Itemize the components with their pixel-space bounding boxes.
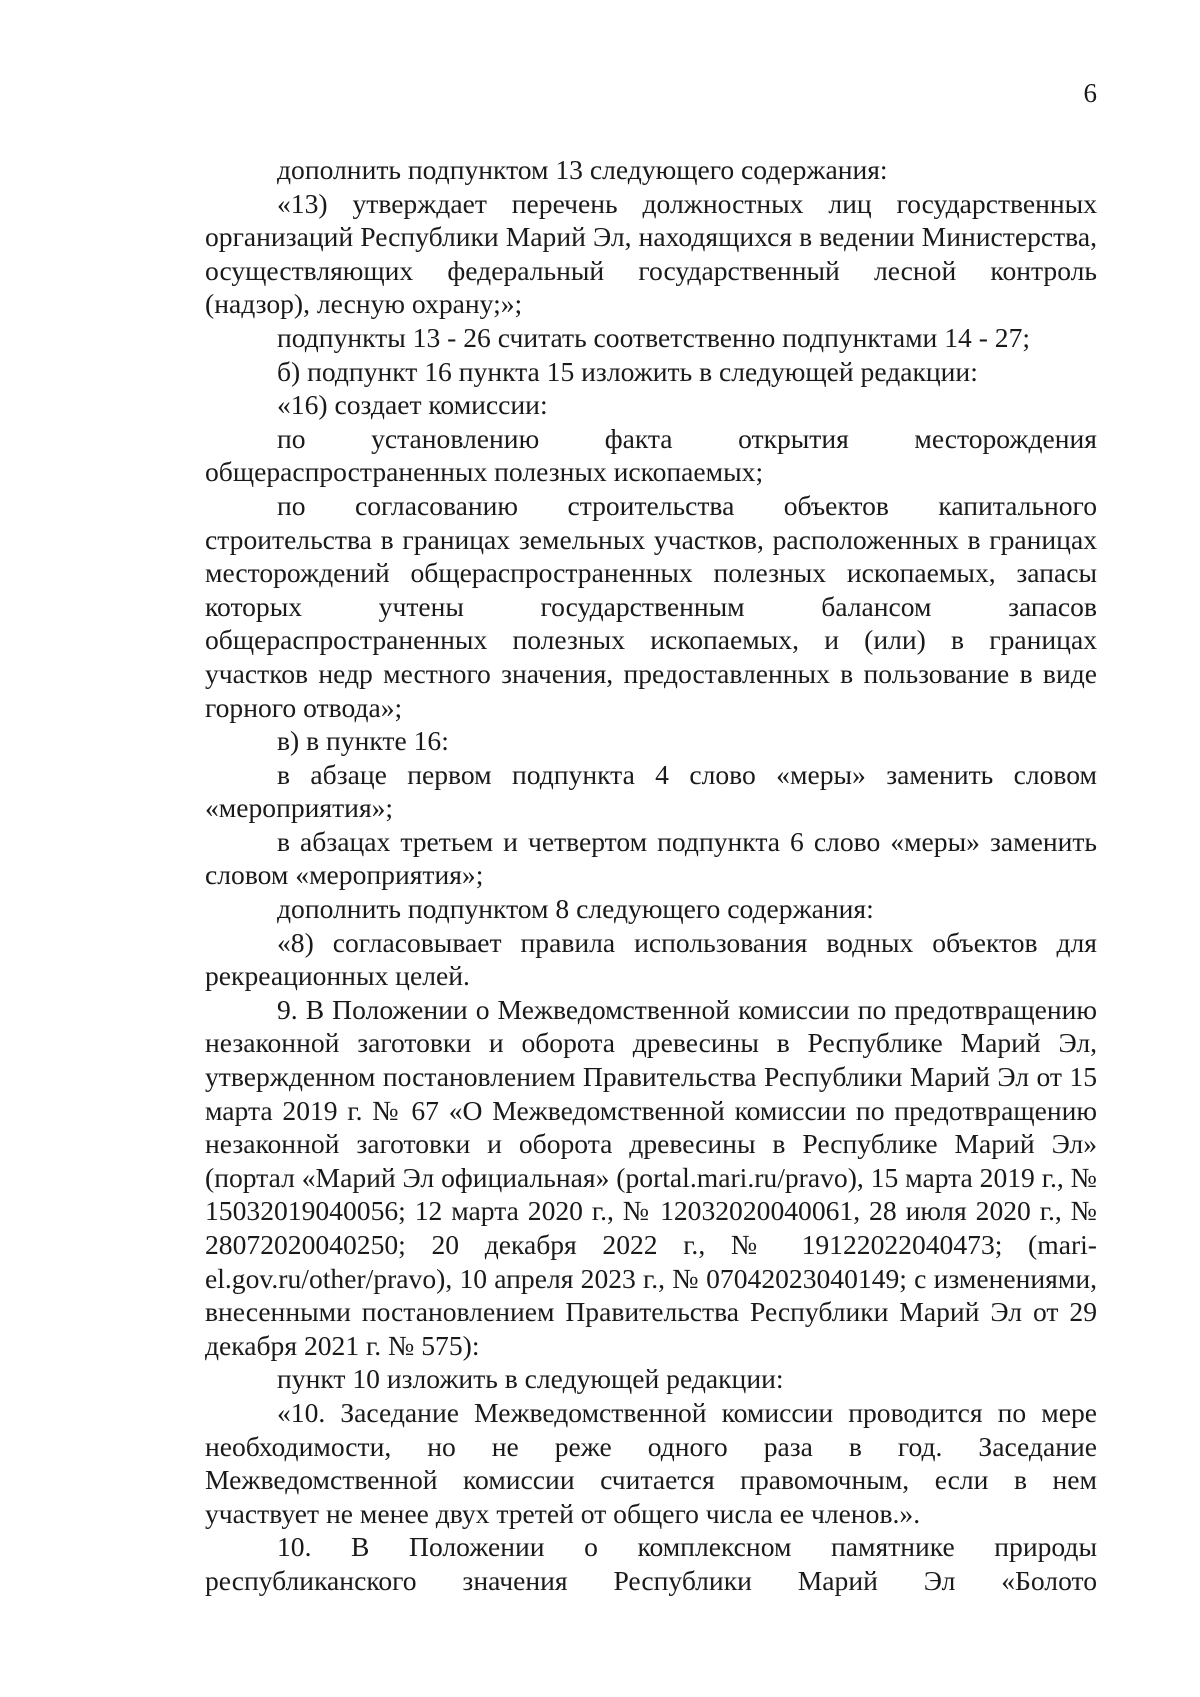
paragraph: дополнить подпунктом 13 следующего содержания: — [277, 154, 888, 185]
document-body — [205, 153, 1097, 1598]
page-number: 6 — [1083, 78, 1097, 108]
paragraph: «10. Заседание Межведомственной комиссии проводится по мере необходимости, но не реже одного раза в год. Заседание Межведомственной комиссии считается правомочным, если в нем участвует не менее двух третей от общего числа ее членов.». — [205, 1396, 1097, 1529]
paragraph: пункт 10 изложить в следующей редакции: — [277, 1363, 784, 1395]
paragraph: б) подпункт 16 пункта 15 изложить в следующей редакции: — [277, 355, 978, 387]
paragraph: 10. В Положении о комплексном памятнике природы республиканского значения Республики Марий Эл «Болото — [205, 1531, 1097, 1596]
paragraph: в абзацах третьем и четвертом подпункта 6 слово «меры» заменить словом «мероприятия»; — [205, 825, 1097, 891]
paragraph: подпункты 13 - 26 считать соответственно подпунктами 14 - 27; — [277, 321, 1031, 353]
paragraph: по согласованию строительства объектов капитального строительства в границах земельных участков, расположенных в границах месторождений общераспространенных полезных ископаемых, запасы которых учтены государственным балансом запасов общераспространенных полезных ископаемых, и (или) в границах участков недр местного значения, предоставленных в пользование в виде горного отвода»; — [205, 489, 1097, 723]
paragraph: 9. В Положении о Межведомственной комиссии по предотвращению незаконной заготовки и оборота древесины в Республике Марий Эл, утвержденном постановлением Правительства Республики Марий Эл от 15 марта 2019 г. № 67 «О Межведомственной комиссии по предотвращению незаконной заготовки и оборота древесины в Республике Марий Эл» (портал «Марий Эл официальная» (portal.mari.ru/pravo), 15 марта 2019 г., № 15032019040056; 12 марта 2020 г., № 12032020040061, 28 июля 2020 г., № 28072020040250; 20 декабря 2022 г., № 19122022040473; (mari-el.gov.ru/other/pravo), 10 апреля 2023 г., № 07042023040149; с изменениями, внесенными постановлением Правительства Республики Марий Эл от 29 декабря 2021 г. № 575): — [205, 993, 1097, 1361]
paragraph: в) в пункте 16: — [277, 725, 449, 757]
paragraph: дополнить подпунктом 8 следующего содержания: — [277, 893, 874, 925]
paragraph: «13) утверждает перечень должностных лиц государственных организаций Республики Марий Эл, находящихся в ведении Министерства, осуществляющих федеральный государственный лесной контроль (надзор), лесную охрану;»; — [205, 187, 1097, 320]
paragraph: «8) согласовывает правила использования водных объектов для рекреационных целей. — [205, 926, 1097, 992]
paragraph: «16) создает комиссии: — [277, 389, 548, 421]
paragraph: по установлению факта открытия месторождения общераспространенных полезных ископаемых; — [205, 422, 1097, 488]
paragraph: в абзаце первом подпункта 4 слово «меры» заменить словом «мероприятия»; — [205, 758, 1097, 824]
